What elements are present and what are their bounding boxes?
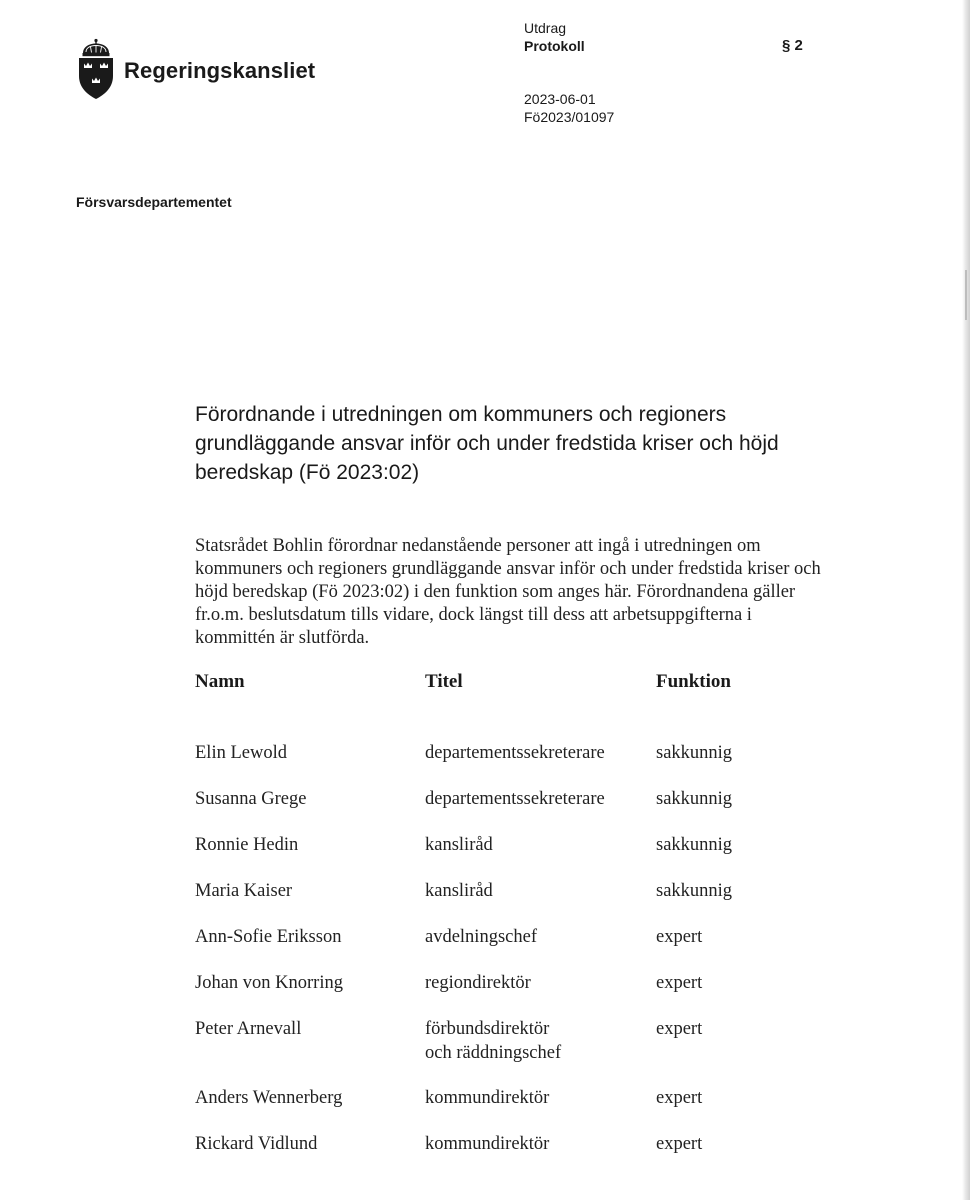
row-function: sakkunnig: [656, 835, 733, 855]
body-paragraph: Statsrådet Bohlin förordnar nedanstående personer att ingå i utredningen om kommuners och regioners grundläggande ansvar inför och under fredstida kriser och höjd beredskap (Fö 2023:02) i den funktion som anges här. Förordnandena gäller fr.o.m. beslutsdatum tills vidare, dock längst till dess att arbetsuppgifterna i kommittén är slutförda.: [195, 536, 821, 648]
column-header-name: Namn: [195, 671, 245, 692]
crown-shield-icon: [76, 38, 116, 100]
doc-type: Protokoll: [524, 38, 585, 54]
row-title: kommundirektör: [425, 1134, 550, 1154]
row-name: Elin Lewold: [195, 743, 287, 763]
scan-mark: [965, 270, 967, 320]
row-title: regiondirektör: [425, 973, 531, 993]
row-title: avdelningschef: [425, 927, 537, 947]
row-function: sakkunnig: [656, 881, 733, 901]
doc-reference: Fö2023/01097: [524, 109, 615, 125]
column-header-function: Funktion: [656, 671, 731, 692]
row-name: Ann-Sofie Eriksson: [195, 927, 342, 947]
row-name: Rickard Vidlund: [195, 1134, 318, 1154]
row-title-line: förbundsdirektör: [425, 1019, 550, 1039]
row-title: kansliråd: [425, 835, 493, 855]
row-title: kommundirektör: [425, 1088, 550, 1108]
paragraph-number: § 2: [782, 37, 803, 54]
row-name: Johan von Knorring: [195, 973, 343, 993]
row-title-line: och räddningschef: [425, 1043, 562, 1063]
doc-meta: [524, 90, 614, 126]
row-name: Ronnie Hedin: [195, 835, 299, 855]
scan-edge: [962, 0, 970, 1200]
row-title: kansliråd: [425, 881, 493, 901]
org-name: Regeringskansliet: [124, 58, 316, 83]
row-title: departementssekreterare: [425, 789, 605, 809]
row-function: expert: [656, 927, 703, 947]
department: Försvarsdepartementet: [76, 194, 232, 210]
row-name: Peter Arnevall: [195, 1019, 302, 1039]
row-function: sakkunnig: [656, 789, 733, 809]
doc-kind: Utdrag: [524, 20, 567, 36]
row-name: Maria Kaiser: [195, 881, 293, 901]
row-function: expert: [656, 1019, 703, 1039]
row-title: departementssekreterare: [425, 743, 605, 763]
row-function: expert: [656, 1134, 703, 1154]
row-title: [425, 1017, 561, 1065]
doc-date: 2023-06-01: [524, 91, 596, 107]
org-logo: [76, 38, 315, 100]
row-function: expert: [656, 1088, 703, 1108]
row-function: sakkunnig: [656, 743, 733, 763]
doc-type-block: [524, 19, 585, 55]
row-function: expert: [656, 973, 703, 993]
row-name: Susanna Grege: [195, 789, 307, 809]
row-name: Anders Wennerberg: [195, 1088, 343, 1108]
column-header-title: Titel: [425, 671, 463, 692]
document-title: Förordnande i utredningen om kommuners och regioners grundläggande ansvar inför och under fredstida kriser och höjd beredskap (Fö 2023:02): [195, 403, 779, 484]
